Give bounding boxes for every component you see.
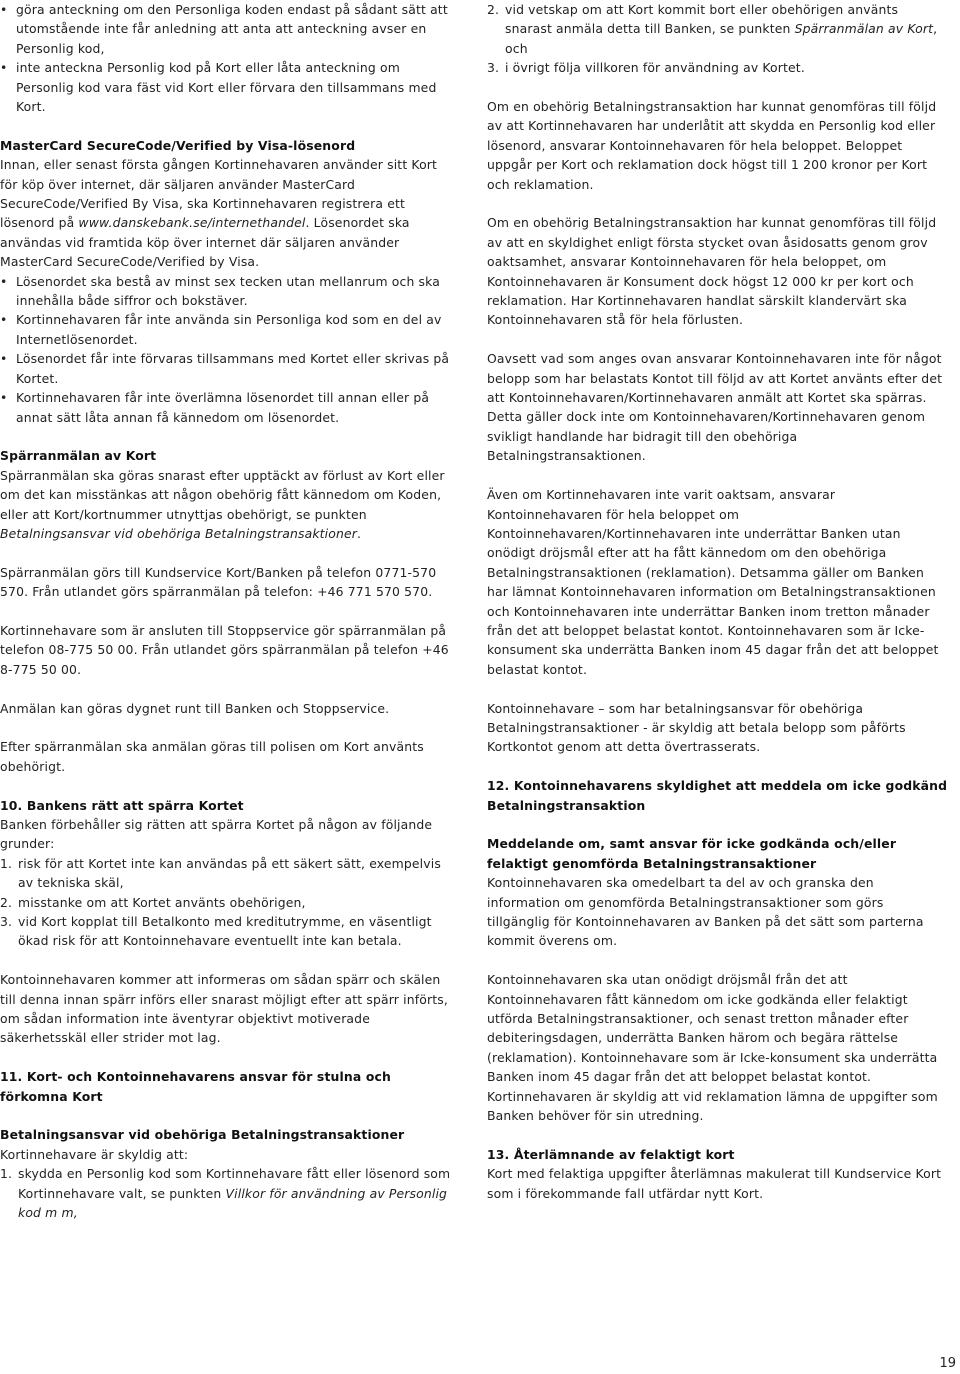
list-item: • göra anteckning om den Personliga koden endast på sådant sätt att utomstående inte får anledning att anta att anteckning avser en Personlig kod, [0,0,452,58]
sub-heading: Betalningsansvar vid obehöriga Betalningstransaktioner [0,1127,405,1143]
paragraph: Kontoinnehavaren ska omedelbart ta del av och granska den information om genomförda Betalningstransaktioner som görs tillgänglig för Kontoinnehavaren av Banken på det sätt som parterna kommit överens om. [487,875,924,949]
list-item: • Lösenordet får inte förvaras tillsammans med Kortet eller skrivas på Kortet. [0,349,452,388]
paragraph: Kortinnehavare är skyldig att: [0,1146,189,1162]
section-heading: 10. Bankens rätt att spärra Kortet [0,797,244,813]
cardholder-duties-list [0,1164,452,1222]
paragraph: Innan, eller senast första gången Kortinnehavaren använder sitt Kort för köp över internet, där säljaren använder MasterCard SecureCode/Verified By Visa, ska Kortinnehavaren registrera ett lösenord på www.danskebank.se/internethandel. Lösenordet ska användas vid framtida köp över internet där säljaren använder MasterCard SecureCode/Verified by Visa. [0,157,438,270]
list-item: 2. misstanke om att Kortet använts obehörigen, [0,894,306,910]
section-heading: 12. Kontoinnehavarens skyldighet att meddela om icke godkänd Betalningstransaktion [487,778,948,813]
paragraph: Spärranmälan görs till Kundservice Kort/Banken på telefon 0771-570 570. Från utlandet görs spärranmälan på telefon: +46 771 570 570. [0,564,437,600]
paragraph: Kortinnehavaren är skyldig att vid reklamation lämna de uppgifter som Banken behöver för sin utredning. [487,1088,938,1124]
section-heading: 11. Kort- och Kontoinnehavarens ansvar för stulna och förkomna Kort [0,1069,391,1104]
list-item: 3. vid Kort kopplat till Betalkonto med kreditutrymme, en väsentligt ökad risk för att Kontoinnehavare eventuellt inte kan betala. [0,913,432,949]
paragraph: Kontoinnehavare – som har betalningsansvar för obehöriga Betalningstransaktioner - är skyldig att betala belopp som påförts Kortkontot genom att detta övertrasserats. [487,700,906,755]
section-heading: 13. Återlämnande av felaktigt kort [487,1146,735,1162]
paragraph: Banken förbehåller sig rätten att spärra Kortet på någon av följande grunder: [0,816,433,852]
section-11 [0,1067,452,1222]
section-10 [0,796,452,1048]
card-blocking-section [0,446,452,776]
list-item: • inte anteckna Personlig kod på Kort eller låta anteckning om Personlig kod vara fäst vid Kort eller förvara den tillsammans med Kort. [0,58,452,116]
paragraph: Kontoinnehavaren kommer att informeras om sådan spärr och skälen till denna innan spärr införs eller snarast möjligt efter att spärr införts, om sådan information inte äventyrar objektivt motiverade säkerhetsskäl eller strider mot lag. [0,972,448,1046]
paragraph: Även om Kortinnehavaren inte varit oaktsam, ansvarar Kontoinnehavaren för hela beloppet om Kontoinnehavaren/Kortinnehavaren inte underrättar Banken utan onödigt dröjsmål efter att ha fått kännedom om den obehöriga Betalningstransaktionen (reklamation). Detsamma gäller om Banken har lämnat Kontoinnehavaren information om Betalningstransaktionen och Kontoinnehavaren inte underrättar Banken inom tretton månader från det att beloppet belastat kontot. Kontoinnehavaren som är Icke-konsument ska underrätta Banken inom 45 dagar från det att beloppet belastat kontot. [487,487,939,677]
section-heading: MasterCard SecureCode/Verified by Visa-lösenord [0,137,356,153]
securecode-link-text: www.danskebank.se/internethandel [78,215,306,231]
paragraph: Om en obehörig Betalningstransaktion har kunnat genomföras till följd av att Kortinnehavaren har underlåtit att skydda en Personlig kod eller lösenord, ansvarar Kontoinnehavaren för hela beloppet. Beloppet uppgår per Kort och reklamation dock högst till 1 200 kronor per Kort och reklamation. [487,99,937,192]
list-item: • Kortinnehavaren får inte använda sin Personliga kod som en del av Internetlösenordet. [0,310,452,349]
section-heading: Spärranmälan av Kort [0,448,157,464]
paragraph: Kort med felaktiga uppgifter återlämnas makulerat till Kundservice Kort som i förekommande fall utfärdar nytt Kort. [487,1166,942,1201]
list-item: 3. i övrigt följa villkoren för användning av Kortet. [487,60,805,76]
section-13 [487,1145,949,1203]
pin-code-rules-list [0,0,452,116]
paragraph: Oavsett vad som anges ovan ansvarar Kontoinnehavaren inte för något belopp som har belastats Kontot till följd av att Kortet använts efter det att Kontoinnehavaren/Kortinnehavaren anmält att Kortet ska spärras. Detta gäller dock inte om Kontoinnehavaren/Kortinnehavaren genom svikligt handlande har bidragit till den obehöriga Betalningstransaktionen. [487,351,943,464]
paragraph: Efter spärranmälan ska anmälan göras till polisen om Kort använts obehörigt. [0,739,424,774]
paragraph: Kortinnehavare som är ansluten till Stoppservice gör spärranmälan på telefon 08-775 50 00. Från utlandet görs spärranmälan på telefon +46 8-775 50 00. [0,622,449,677]
paragraph: Anmälan kan göras dygnet runt till Banken och Stoppservice. [0,700,390,716]
right-column [487,0,949,1203]
securecode-section [0,136,452,427]
paragraph: Kontoinnehavaren ska utan onödigt dröjsmål från det att Kontoinnehavaren fått kännedom om icke godkända eller felaktigt utförda Betalningstransaktioner, och senast tretton månader efter debiteringsdagen, underrätta Banken härom och begära rättelse (reklamation). Kontoinnehavare som är Icke-konsument ska underrätta Banken inom 45 dagar från det att beloppet belastat kontot. [487,972,938,1085]
list-item: • Lösenordet ska bestå av minst sex tecken utan mellanrum och ska innehålla både siffror och bokstäver. [0,272,452,311]
cardholder-duties-list-continued [487,0,949,78]
paragraph: Spärranmälan ska göras snarast efter upptäckt av förlust av Kort eller om det kan misstänkas att någon obehörig fått kännedom om Koden, eller att Kort/kortnummer utnyttjas obehörigt, se punkten Betalningsansvar vid obehöriga Betalningstransaktioner. [0,467,445,541]
section-12 [487,776,949,1125]
password-rules-list [0,272,452,427]
list-item: 1. risk för att Kortet inte kan användas på ett säkert sätt, exempelvis av tekniska skäl, [0,855,441,891]
paragraph: Om en obehörig Betalningstransaktion har kunnat genomföras till följd av att en skyldighet enligt första stycket ovan åsidosatts genom grov oaktsamhet, ansvarar Kontoinnehavaren för hela beloppet, om Kontoinnehavaren är Konsument dock högst 12 000 kr per kort och reklamation. Har Kortinnehavaren handlat särskilt klandervärt ska Kontoinnehavaren stå för hela förlusten. [487,215,937,328]
list-item: • Kortinnehavaren får inte överlämna lösenordet till annan eller på annat sätt låta annan få kännedom om lösenordet. [0,388,452,427]
blocking-grounds-list [0,854,452,951]
sub-heading: Meddelande om, samt ansvar för icke godkända och/eller felaktigt genomförda Betalningstransaktioner [487,836,897,871]
list-item: 2. vid vetskap om att Kort kommit bort eller obehörigen använts snarast anmäla detta till Banken, se punkten Spärranmälan av Kort, och [487,2,938,56]
left-column [0,0,452,1222]
page-number: 19 [939,1356,956,1371]
list-item: 1. skydda en Personlig kod som Kortinnehavare fått eller lösenord som Kortinnehavare valt, se punkten Villkor för användning av Personlig kod m m, [0,1166,451,1221]
